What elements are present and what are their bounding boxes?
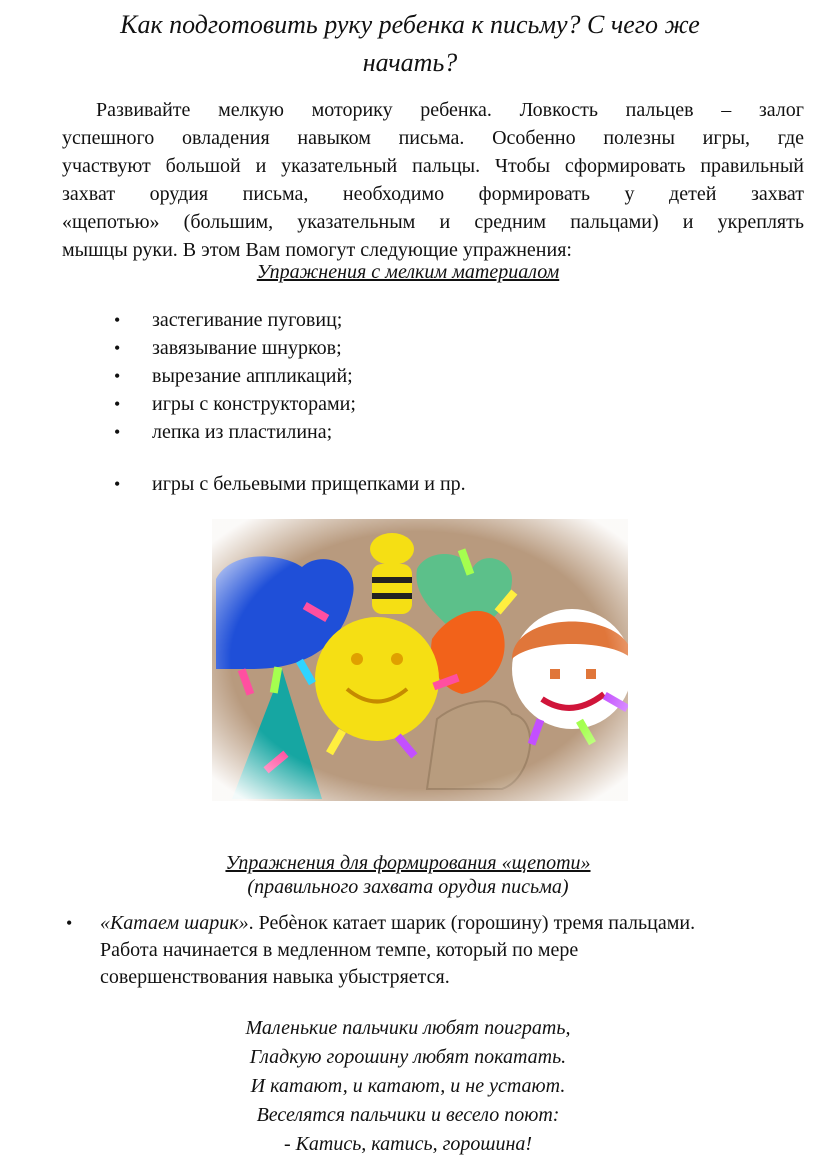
- intro-paragraph: [62, 96, 804, 264]
- poem: [0, 1014, 816, 1159]
- list-item: • завязывание шнурков;: [114, 334, 466, 362]
- list-item: • игры с бельевыми прищепками и пр.: [114, 470, 466, 498]
- clothespin-crafts-photo: [212, 519, 628, 801]
- exercise-line-1: . Ребѐнок катает шарик (горошину) тремя пальцами.: [248, 912, 696, 934]
- section-heading-pinch: Упражнения для формирования «щепоти»: [225, 852, 591, 874]
- intro-line-5: «щепотью» (большим, указательным и средним пальцами) и укреплять: [62, 211, 804, 233]
- exercise-item: [66, 910, 806, 991]
- bullet-icon: •: [66, 913, 73, 933]
- list-item: • лепка из пластилина;: [114, 418, 466, 446]
- exercise-line-2: Работа начинается в медленном темпе, который по мере: [100, 939, 579, 961]
- intro-line-2: успешного овладения навыком письма. Особенно полезны игры, где: [62, 127, 804, 149]
- page-title: [60, 6, 760, 82]
- intro-line-1: Развивайте мелкую моторику ребенка. Ловкость пальцев – залог: [96, 99, 804, 121]
- title-line-2: начать?: [362, 48, 458, 77]
- photo-illustration: [212, 519, 628, 801]
- intro-line-6: мышцы руки. В этом Вам помогут следующие упражнения:: [62, 239, 572, 261]
- section-subheading-pinch: (правильного захвата орудия письма): [247, 876, 569, 898]
- poem-line: Веселятся пальчики и весело поют:: [256, 1104, 560, 1126]
- intro-line-3: участвуют большой и указательный пальцы. Чтобы сформировать правильный: [62, 155, 804, 177]
- intro-line-4: захват орудия письма, необходимо формировать у детей захват: [62, 183, 804, 205]
- poem-line: Маленькие пальчики любят поиграть,: [245, 1017, 571, 1039]
- list-item: • игры с конструкторами;: [114, 390, 466, 418]
- list-item: • вырезание аппликаций;: [114, 362, 466, 390]
- section-heading-small-material: Упражнения с мелким материалом: [256, 261, 560, 283]
- title-line-1: Как подготовить руку ребенка к письму? С чего же: [120, 10, 700, 39]
- exercise-line-3: совершенствования навыка убыстряется.: [100, 966, 450, 988]
- poem-line: - Катись, катись, горошина!: [283, 1133, 533, 1155]
- small-material-list: [114, 306, 466, 498]
- poem-line: Гладкую горошину любят покатать.: [249, 1046, 567, 1068]
- poem-line: И катают, и катают, и не устают.: [250, 1075, 566, 1097]
- list-item: • застегивание пуговиц;: [114, 306, 466, 334]
- exercise-name: «Катаем шарик»: [100, 912, 249, 934]
